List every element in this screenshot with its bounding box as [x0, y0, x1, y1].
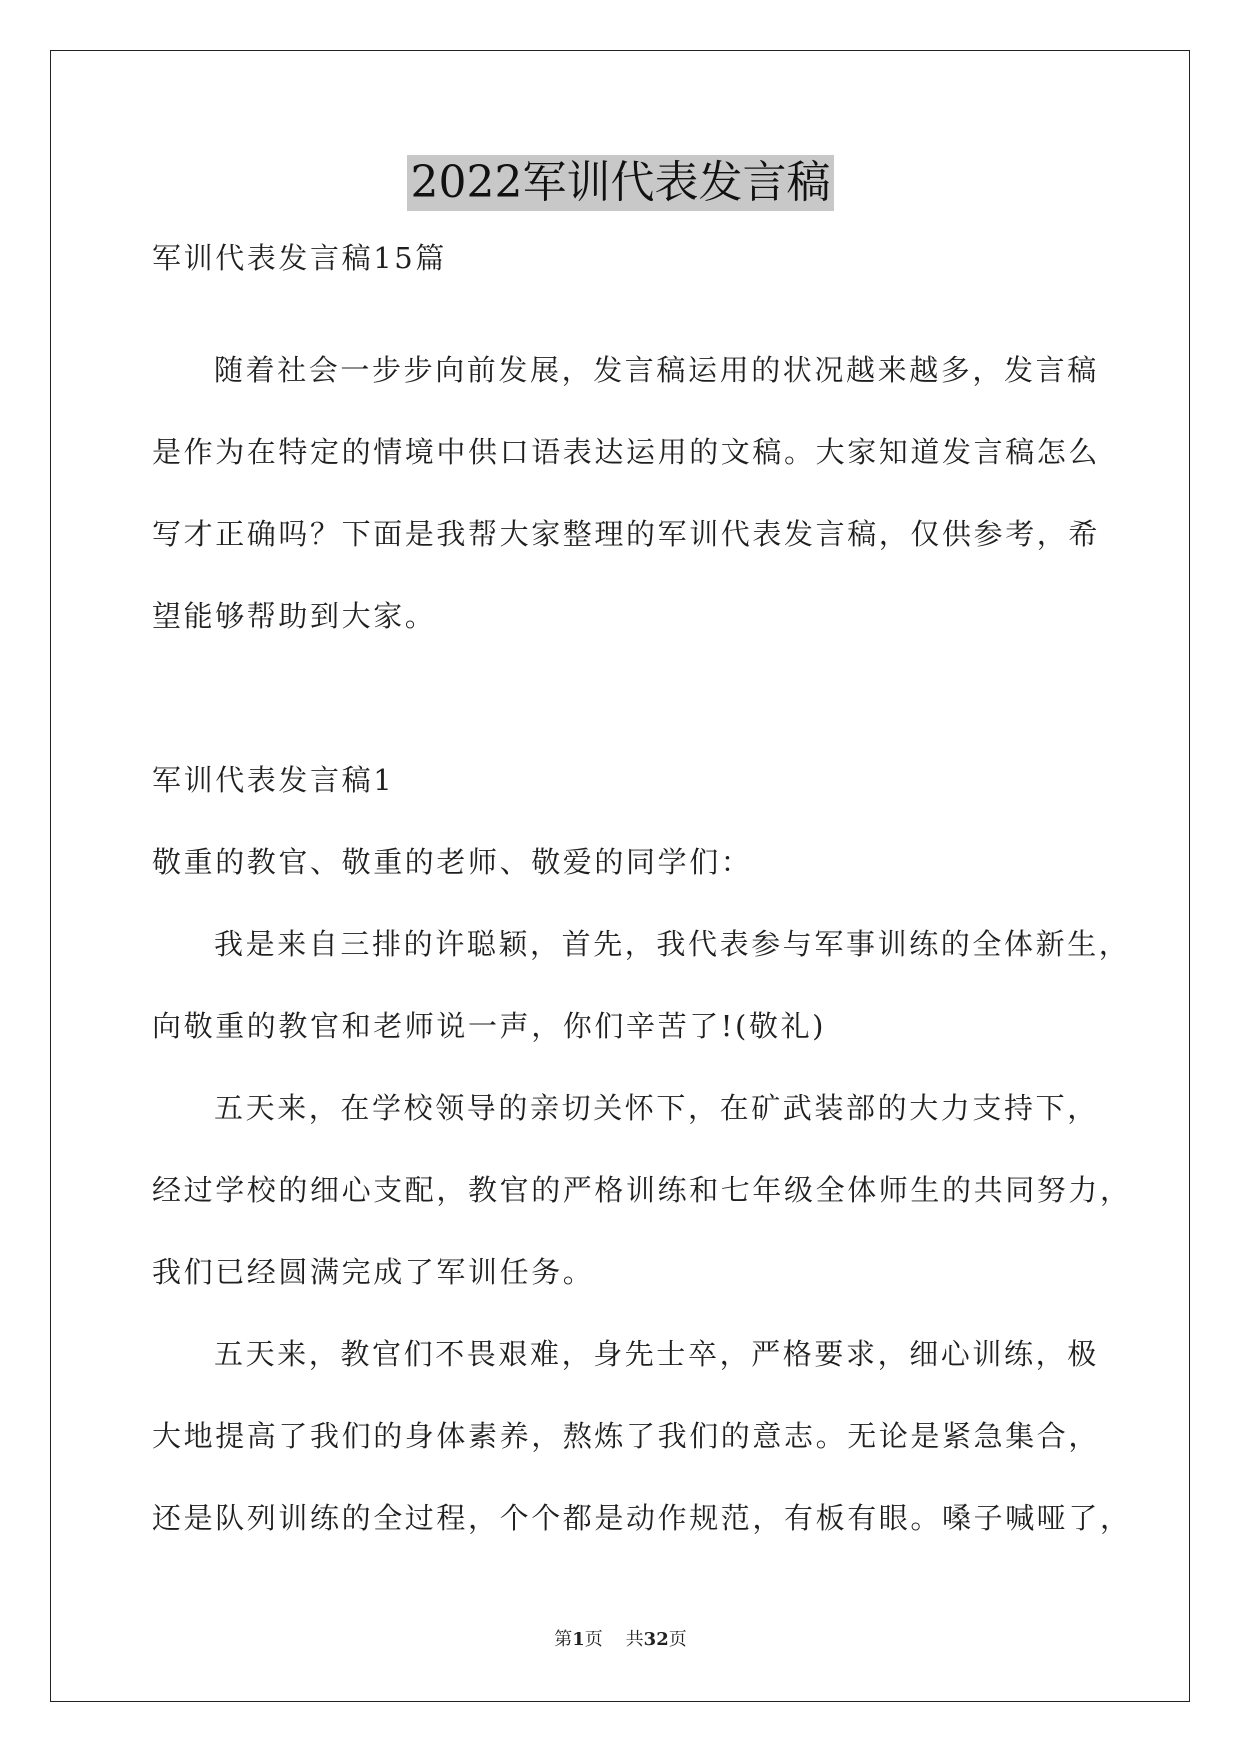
intro-line-3: 写才正确吗？下面是我帮大家整理的军训代表发言稿，仅供参考，希	[152, 517, 1101, 551]
document-subtitle: 军训代表发言稿15篇	[152, 241, 447, 275]
footer-total-pages: 32	[643, 1629, 669, 1650]
footer-page-number: 1	[572, 1629, 585, 1650]
intro-line-4: 望能够帮助到大家。	[152, 599, 437, 633]
intro-line-2: 是作为在特定的情境中供口语表达运用的文稿。大家知道发言稿怎么	[152, 435, 1101, 469]
intro-line-1: 随着社会一步步向前发展，发言稿运用的状况越来越多，发言稿	[214, 353, 1099, 387]
document-title: 2022军训代表发言稿	[407, 155, 835, 211]
body-line-6: 五天来，教官们不畏艰难，身先士卒，严格要求，细心训练，极	[214, 1337, 1099, 1371]
body-line-2: 向敬重的教官和老师说一声，你们辛苦了!(敬礼)	[152, 1009, 827, 1043]
footer-page-suffix: 页	[584, 1629, 603, 1650]
footer-total-prefix: 共	[625, 1629, 644, 1650]
page-footer	[0, 1628, 1241, 1652]
footer-page-prefix: 第	[554, 1629, 573, 1650]
body-line-1: 我是来自三排的许聪颖，首先，我代表参与军事训练的全体新生，	[214, 927, 1131, 961]
salutation: 敬重的教官、敬重的老师、敬爱的同学们：	[152, 845, 753, 879]
body-line-8: 还是队列训练的全过程，个个都是动作规范，有板有眼。嗓子喊哑了，	[152, 1501, 1132, 1535]
body-line-7: 大地提高了我们的身体素养，熬炼了我们的意志。无论是紧急集合，	[152, 1419, 1101, 1453]
title-container	[0, 155, 1241, 211]
footer-total-suffix: 页	[668, 1629, 687, 1650]
section-heading: 军训代表发言稿1	[152, 763, 395, 797]
body-line-5: 我们已经圆满完成了军训任务。	[152, 1255, 595, 1289]
body-line-3: 五天来，在学校领导的亲切关怀下，在矿武装部的大力支持下，	[214, 1091, 1099, 1125]
body-line-4: 经过学校的细心支配，教官的严格训练和七年级全体师生的共同努力，	[152, 1173, 1132, 1207]
